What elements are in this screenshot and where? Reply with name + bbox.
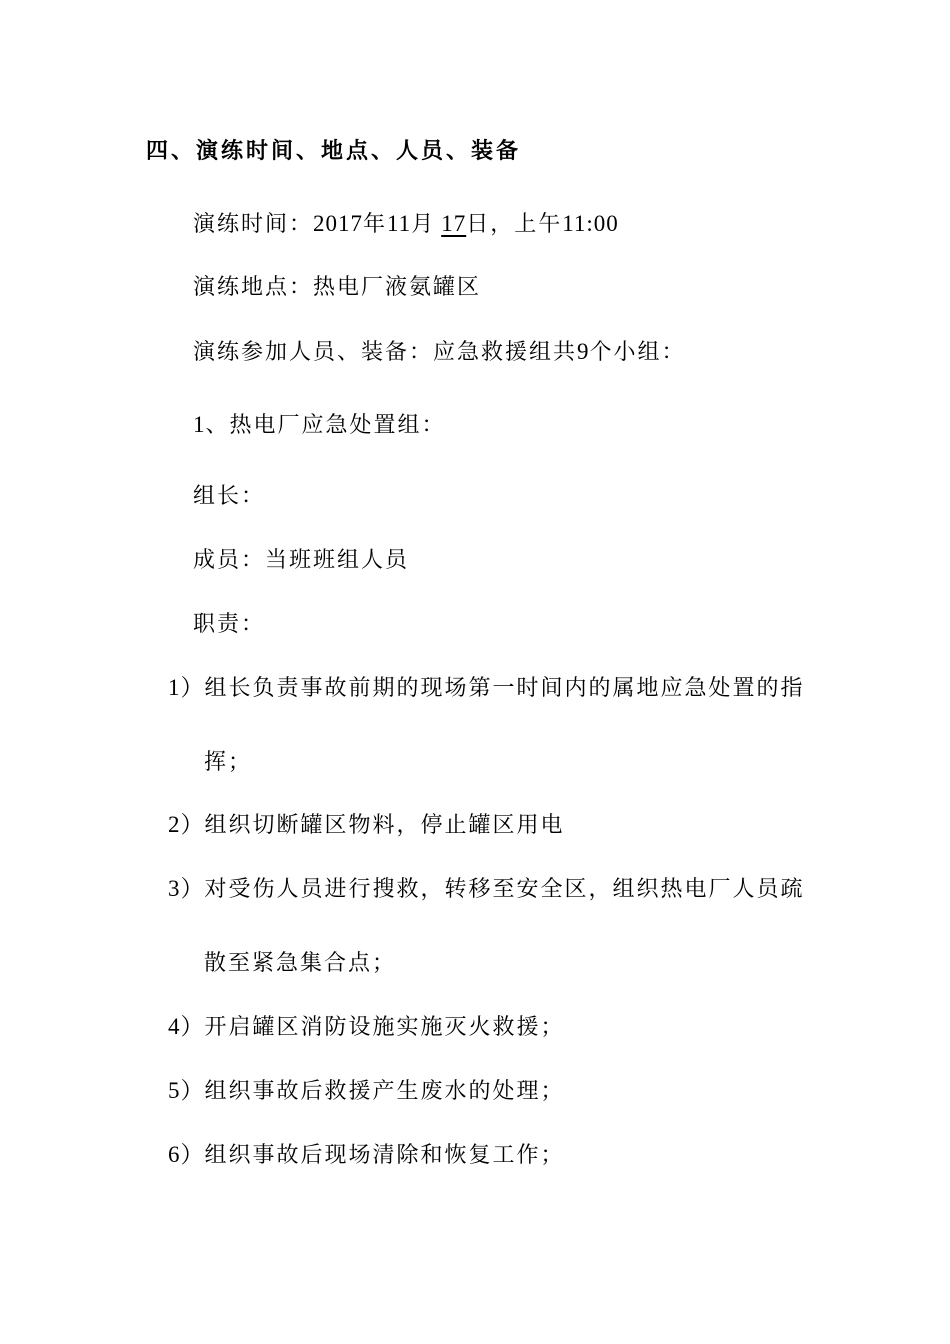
duty-text: 组织切断罐区物料，停止罐区用电 bbox=[204, 813, 565, 838]
group1-number: 1 bbox=[193, 412, 206, 437]
duty-item-3 bbox=[168, 874, 805, 904]
drill-month: 11 bbox=[387, 211, 412, 236]
group1-title-line bbox=[193, 410, 446, 440]
duty-text: 组织事故后现场清除和恢复工作； bbox=[204, 1143, 565, 1168]
duty-text: 组长负责事故前期的现场第一时间内的属地应急处置的指 bbox=[204, 676, 805, 701]
drill-year-unit: 年 bbox=[363, 212, 388, 237]
drill-personnel-line bbox=[193, 337, 686, 367]
duty-item-2 bbox=[168, 810, 565, 840]
duty-text: 开启罐区消防设施实施灭火救援； bbox=[204, 1015, 565, 1040]
drill-time-line bbox=[193, 209, 619, 239]
duty-item-3-continued: 散至紧急集合点； bbox=[204, 951, 397, 976]
duty-item-5 bbox=[168, 1076, 565, 1106]
duty-item-4 bbox=[168, 1012, 565, 1042]
drill-personnel-suffix: 个小组： bbox=[589, 340, 686, 365]
drill-day-unit: 日，上午 bbox=[466, 212, 563, 237]
duty-text: 组织事故后救援产生废水的处理； bbox=[204, 1079, 565, 1104]
duty-marker: 1） bbox=[168, 675, 205, 700]
drill-clock: 11:00 bbox=[562, 211, 619, 236]
group1-members: 成员：当班班组人员 bbox=[193, 548, 410, 573]
duty-item-1 bbox=[168, 673, 805, 703]
duty-marker: 6） bbox=[168, 1142, 205, 1167]
duty-item-6 bbox=[168, 1140, 565, 1170]
duty-marker: 5） bbox=[168, 1078, 205, 1103]
group1-title: 、热电厂应急处置组： bbox=[205, 413, 446, 438]
duty-marker: 2） bbox=[168, 812, 205, 837]
duty-text: 对受伤人员进行搜救，转移至安全区，组织热电厂人员疏 bbox=[204, 877, 805, 902]
drill-month-unit: 月 bbox=[411, 212, 436, 237]
group1-duties-label: 职责： bbox=[193, 612, 266, 637]
drill-time-label: 演练时间： bbox=[193, 212, 314, 237]
section-heading: 四、演练时间、地点、人员、装备 bbox=[146, 139, 522, 164]
duty-marker: 4） bbox=[168, 1014, 205, 1039]
group1-leader: 组长： bbox=[193, 484, 266, 509]
duty-item-1-continued: 挥； bbox=[204, 750, 253, 775]
drill-location-line: 演练地点：热电厂液氨罐区 bbox=[193, 275, 482, 300]
duty-marker: 3） bbox=[168, 876, 205, 901]
group-count: 9 bbox=[577, 339, 590, 364]
drill-personnel-text: 演练参加人员、装备：应急救援组共 bbox=[193, 340, 578, 365]
drill-year: 2017 bbox=[313, 211, 364, 236]
drill-day: 17 bbox=[441, 211, 467, 236]
